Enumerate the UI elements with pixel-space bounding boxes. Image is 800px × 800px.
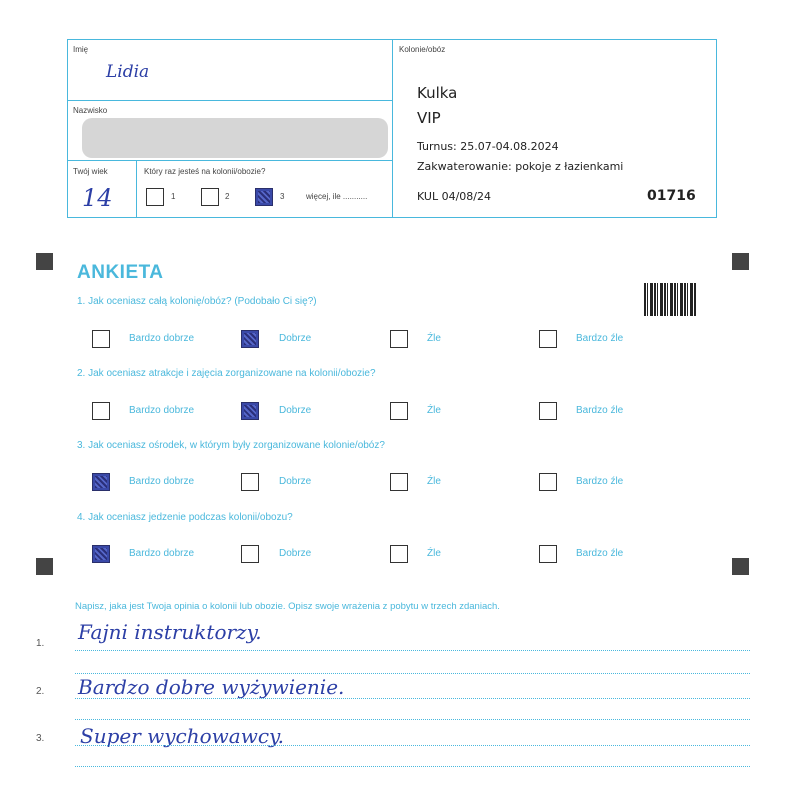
- dotted-line: [75, 745, 750, 746]
- imie-label: Imię: [73, 45, 89, 54]
- question-4-option-2-checkbox[interactable]: [241, 545, 259, 563]
- alignment-marker: [732, 558, 749, 575]
- camp-code: KUL 04/08/24: [417, 190, 491, 203]
- question-2-option-3-label: Źle: [427, 405, 441, 416]
- visit-option-1-checkbox[interactable]: [146, 188, 164, 206]
- divider: [136, 160, 137, 218]
- question-1-option-1-checkbox[interactable]: [92, 330, 110, 348]
- question-2-option-1-label: Bardzo dobrze: [129, 405, 195, 416]
- question-1-option-4-checkbox[interactable]: [539, 330, 557, 348]
- wiek-label: Twój wiek: [73, 167, 108, 176]
- divider: [392, 40, 393, 218]
- question-4-option-3-checkbox[interactable]: [390, 545, 408, 563]
- question-3-option-1-label: Bardzo dobrze: [129, 476, 195, 487]
- question-2-option-4-checkbox[interactable]: [539, 402, 557, 420]
- question-4-option-4-checkbox[interactable]: [539, 545, 557, 563]
- survey-title: ANKIETA: [77, 262, 164, 283]
- question-2-option-2-label: Dobrze: [279, 405, 312, 416]
- line-number: 2.: [36, 686, 45, 697]
- visit-option-3-checkbox[interactable]: [255, 188, 273, 206]
- question-4-option-4-label: Bardzo źle: [576, 548, 624, 559]
- dotted-line: [75, 650, 750, 651]
- visit-option-2-checkbox[interactable]: [201, 188, 219, 206]
- dotted-line: [75, 766, 750, 767]
- question-4-option-1-label: Bardzo dobrze: [129, 548, 195, 559]
- imie-value[interactable]: Lidia: [106, 62, 150, 82]
- question-1-option-3-checkbox[interactable]: [390, 330, 408, 348]
- question-1-text: 1. Jak oceniasz całą kolonię/obóz? (Podobało Ci się?): [77, 296, 317, 307]
- question-3-option-2-checkbox[interactable]: [241, 473, 259, 491]
- visit-option-more-label: więcej, ile ...........: [306, 192, 368, 201]
- zakwaterowanie: Zakwaterowanie: pokoje z łazienkami: [417, 160, 624, 173]
- barcode: [644, 283, 697, 316]
- question-1-option-3-label: Źle: [427, 333, 441, 344]
- wiek-value[interactable]: 14: [82, 184, 113, 212]
- question-3-option-4-label: Bardzo źle: [576, 476, 624, 487]
- question-1-option-2-checkbox[interactable]: [241, 330, 259, 348]
- line-number: 3.: [36, 733, 45, 744]
- question-4-option-1-checkbox[interactable]: [92, 545, 110, 563]
- opinion-line-3[interactable]: Super wychowawcy.: [80, 724, 285, 748]
- visit-option-2-label: 2: [225, 192, 230, 201]
- camp-type: VIP: [417, 109, 441, 127]
- visit-option-1-label: 1: [171, 192, 176, 201]
- question-2-option-3-checkbox[interactable]: [390, 402, 408, 420]
- alignment-marker: [36, 253, 53, 270]
- visit-option-3-label: 3: [280, 192, 285, 201]
- opinion-line-2[interactable]: Bardzo dobre wyżywienie.: [78, 675, 345, 699]
- opinion-prompt: Napisz, jaka jest Twoja opinia o kolonii lub obozie. Opisz swoje wrażenia z pobytu w trzech zdaniach.: [75, 601, 500, 612]
- divider: [68, 160, 392, 161]
- question-3-option-3-checkbox[interactable]: [390, 473, 408, 491]
- question-1-option-1-label: Bardzo dobrze: [129, 333, 195, 344]
- alignment-marker: [732, 253, 749, 270]
- question-3-option-1-checkbox[interactable]: [92, 473, 110, 491]
- dotted-line: [75, 698, 750, 699]
- dotted-line: [75, 673, 750, 674]
- question-3-option-3-label: Źle: [427, 476, 441, 487]
- question-1-option-4-label: Bardzo źle: [576, 333, 624, 344]
- question-2-option-1-checkbox[interactable]: [92, 402, 110, 420]
- kolonie-label: Kolonie/obóz: [399, 45, 446, 54]
- question-3-option-4-checkbox[interactable]: [539, 473, 557, 491]
- opinion-line-1[interactable]: Fajni instruktorzy.: [78, 620, 262, 644]
- question-2-option-2-checkbox[interactable]: [241, 402, 259, 420]
- dotted-line: [75, 719, 750, 720]
- question-2-option-4-label: Bardzo źle: [576, 405, 624, 416]
- question-3-option-2-label: Dobrze: [279, 476, 312, 487]
- redacted-surname: [82, 118, 388, 158]
- question-4-option-2-label: Dobrze: [279, 548, 312, 559]
- question-3-text: 3. Jak oceniasz ośrodek, w którym były zorganizowane kolonie/obóz?: [77, 440, 385, 451]
- line-number: 1.: [36, 638, 45, 649]
- question-4-text: 4. Jak oceniasz jedzenie podczas kolonii/obozu?: [77, 512, 293, 523]
- question-4-option-3-label: Źle: [427, 548, 441, 559]
- alignment-marker: [36, 558, 53, 575]
- ktory-raz-label: Który raz jesteś na kolonii/obozie?: [144, 167, 266, 176]
- nazwisko-label: Nazwisko: [73, 106, 108, 115]
- question-1-option-2-label: Dobrze: [279, 333, 312, 344]
- camp-name: Kulka: [417, 84, 458, 102]
- divider: [68, 100, 392, 101]
- form-number: 01716: [647, 188, 696, 204]
- turnus: Turnus: 25.07-04.08.2024: [417, 140, 559, 153]
- question-2-text: 2. Jak oceniasz atrakcje i zajęcia zorganizowane na kolonii/obozie?: [77, 368, 376, 379]
